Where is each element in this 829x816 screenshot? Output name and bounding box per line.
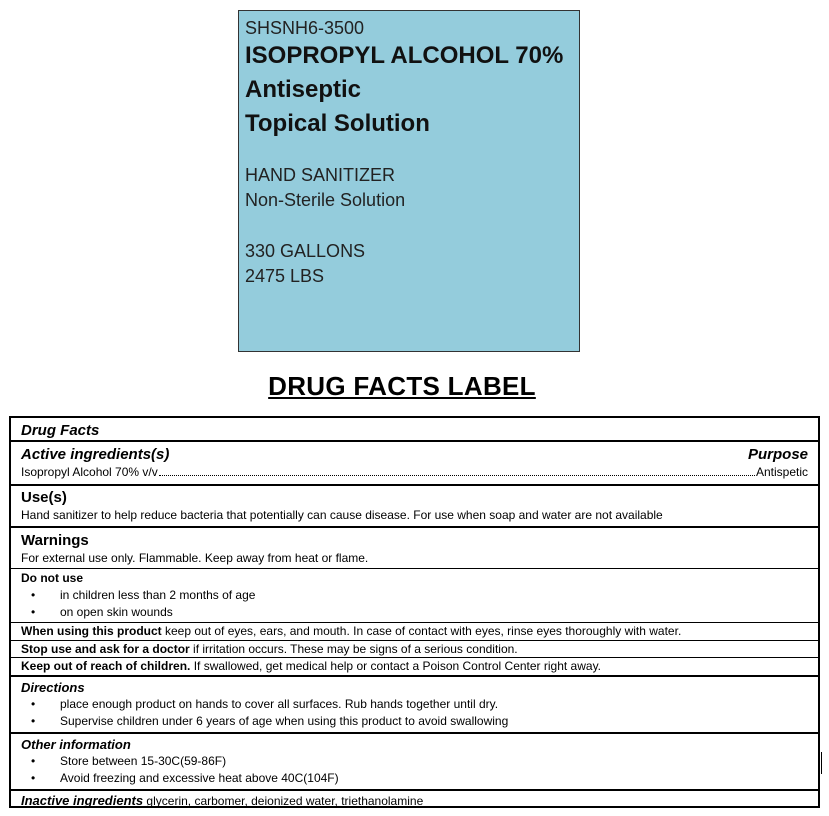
uses-heading: Use(s): [21, 489, 67, 506]
other-information-section: [11, 734, 818, 791]
uses-section: [11, 486, 818, 528]
drug-facts-table: [9, 416, 820, 808]
list-item: • on open skin wounds: [31, 605, 173, 619]
product-name-line: Antiseptic: [245, 76, 362, 103]
facts-title: Drug Facts: [21, 422, 100, 439]
keep-out-label: Keep out of reach of children.: [21, 659, 191, 673]
list-item: • Store between 15-30C(59-86F): [31, 754, 227, 768]
bullet-glyph: •: [31, 605, 36, 619]
directions-heading: Directions: [21, 680, 85, 695]
list-item: • in children less than 2 months of age: [31, 588, 256, 602]
bullet-glyph: •: [31, 771, 36, 785]
bullet-glyph: •: [31, 714, 36, 728]
product-type-line: Non-Sterile Solution: [245, 190, 406, 210]
do-not-use-section: [11, 569, 818, 623]
list-item: • Avoid freezing and excessive heat above 40C(104F): [31, 771, 339, 785]
product-name-line: ISOPROPYL ALCOHOL 70%: [245, 42, 564, 69]
bullet-glyph: •: [31, 588, 36, 602]
inactive-ingredients-text: glycerin, carbomer, deionized water, triethanolamine: [143, 794, 424, 808]
edge-mark: [821, 752, 822, 774]
warnings-section: [11, 528, 818, 569]
when-using-section: [11, 623, 818, 641]
product-label: [238, 10, 580, 352]
stop-use-section: [11, 641, 818, 658]
quantity-line: 330 GALLONS: [245, 241, 366, 261]
stop-use-label: Stop use and ask for a doctor: [21, 642, 190, 656]
directions-section: [11, 677, 818, 734]
facts-title-section: [11, 418, 818, 442]
list-item: • Supervise children under 6 years of age when using this product to avoid swallowing: [31, 714, 509, 728]
product-type-line: HAND SANITIZER: [245, 165, 396, 185]
active-ingredients-heading: Active ingredients(s): [21, 446, 170, 463]
keep-out-section: [11, 658, 818, 677]
list-item: • place enough product on hands to cover all surfaces. Rub hands together until dry.: [31, 697, 499, 711]
other-information-heading: Other information: [21, 737, 131, 752]
do-not-use-heading: Do not use: [21, 571, 83, 585]
bullet-glyph: •: [31, 697, 36, 711]
keep-out-text: If swallowed, get medical help or contact a Poison Control Center right away.: [190, 659, 602, 673]
quantity-line: 2475 LBS: [245, 266, 325, 286]
inactive-ingredients-heading: Inactive ingredients: [21, 793, 144, 808]
warnings-text: For external use only. Flammable. Keep away from heat or flame.: [21, 551, 369, 565]
inactive-ingredients-section: [11, 791, 818, 811]
dot-leader: [159, 475, 755, 476]
active-ingredients-section: [11, 442, 818, 486]
product-code: SHSNH6-3500: [245, 18, 365, 38]
product-name-line: Topical Solution: [245, 110, 430, 137]
warnings-heading: Warnings: [21, 532, 89, 549]
when-using-text: keep out of eyes, ears, and mouth. In case of contact with eyes, rinse eyes thoroughly with water.: [161, 624, 682, 638]
drug-facts-heading: DRUG FACTS LABEL: [268, 371, 536, 401]
stop-use-text: if irritation occurs. These may be signs of a serious condition.: [189, 642, 518, 656]
when-using-label: When using this product: [21, 624, 162, 638]
bullet-glyph: •: [31, 754, 36, 768]
active-purpose: Antispetic: [755, 465, 808, 479]
purpose-heading: Purpose: [747, 446, 808, 463]
active-ingredient: Isopropyl Alcohol 70% v/v: [21, 465, 158, 479]
uses-text: Hand sanitizer to help reduce bacteria that potentially can cause disease. For use when soap and water are not available: [21, 508, 663, 522]
